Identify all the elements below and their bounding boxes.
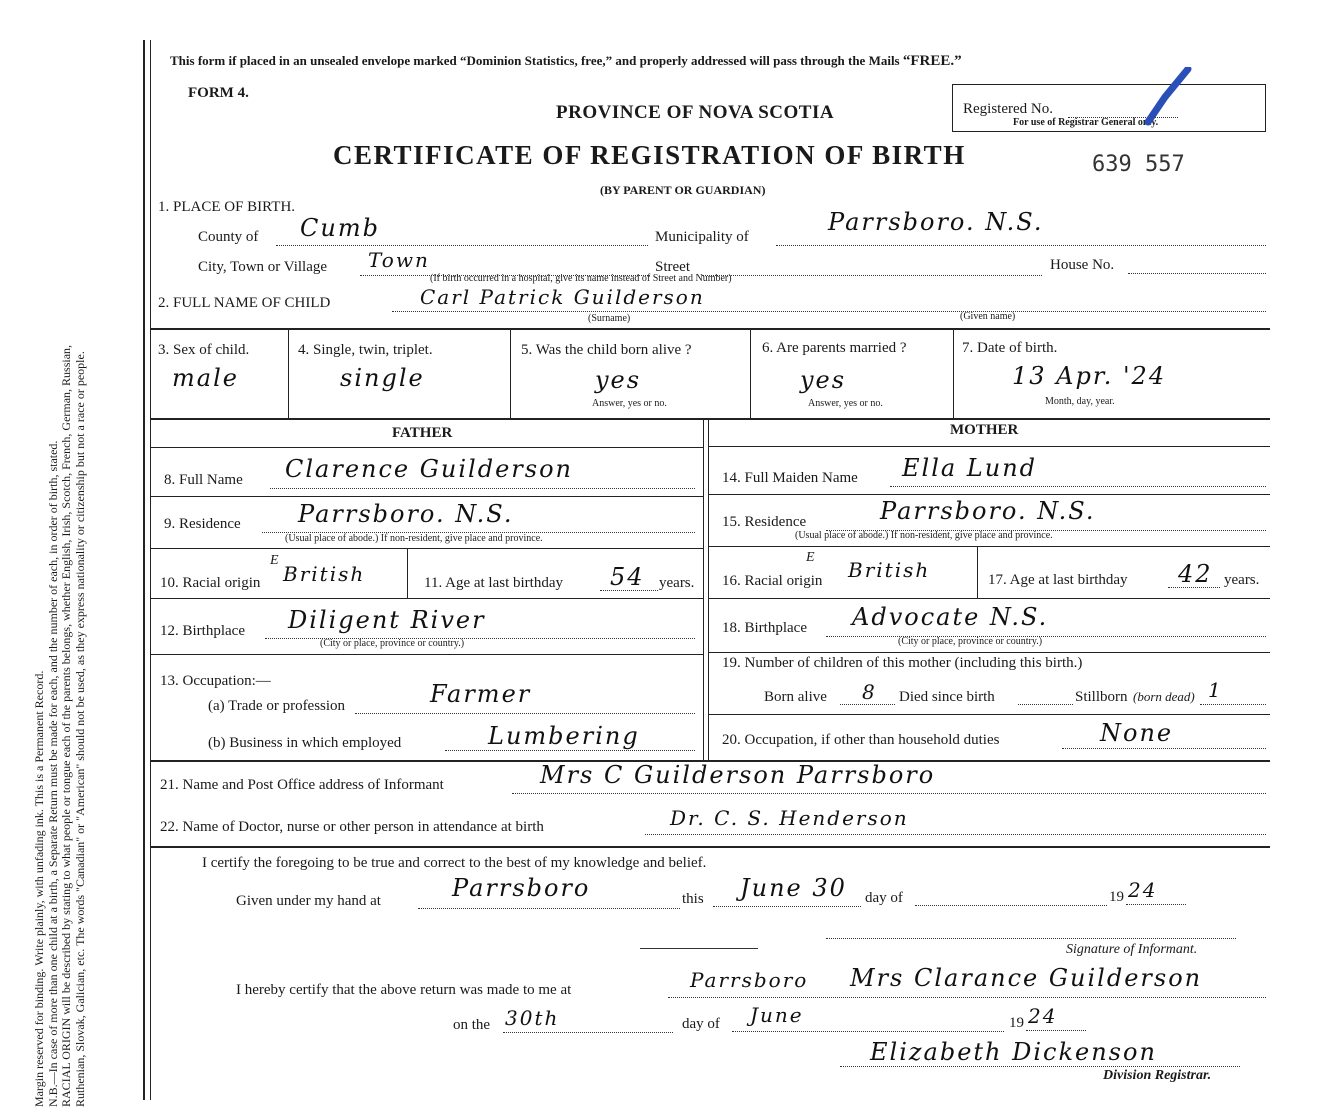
sex-value: male (172, 364, 239, 392)
year-prefix-2: 19 (1009, 1015, 1024, 1031)
plurality-value: single (340, 364, 425, 392)
certify-statement: I certify the foregoing to be true and correct to the best of my knowledge and belief. (202, 855, 707, 871)
mother-name-label: 14. Full Maiden Name (722, 470, 858, 486)
father-birthplace-value: Diligent River (288, 606, 486, 634)
on-day-line (503, 1032, 673, 1033)
county-value: Cumb (300, 214, 380, 242)
rule-after-doctor (150, 846, 1270, 848)
father-racial-mark: E (270, 553, 279, 568)
on-year-line (1026, 1030, 1086, 1031)
father-name-label: 8. Full Name (164, 472, 243, 488)
mother-rule-1 (708, 494, 1270, 495)
mother-rule-4 (708, 652, 1270, 653)
informant-line (512, 793, 1266, 794)
father-heading: FATHER (392, 425, 453, 441)
father-age-label: 11. Age at last birthday (424, 575, 563, 591)
trade-line (355, 713, 695, 714)
stillborn-value: 1 (1208, 678, 1223, 702)
mother-racial-divider (977, 546, 978, 598)
county-label: County of (198, 229, 259, 245)
father-residence-label: 9. Residence (164, 516, 241, 532)
father-rule-1 (150, 496, 703, 497)
father-heading-rule (150, 447, 703, 448)
province-title: PROVINCE OF NOVA SCOTIA (556, 102, 835, 123)
place-of-birth-label: 1. PLACE OF BIRTH. (158, 199, 296, 215)
occupation-label: 13. Occupation:— (160, 673, 271, 689)
month-day-year-caption: Month, day, year. (1045, 396, 1115, 407)
plurality-label: 4. Single, twin, triplet. (298, 342, 433, 358)
mother-rule-5 (708, 714, 1270, 715)
father-usual-place: (Usual place of abode.) If non-resident, give place and province. (285, 533, 543, 544)
registrar-note: For use of Registrar General only. (1013, 117, 1159, 128)
form-number: FORM 4. (188, 85, 249, 101)
born-alive-count-label: Born alive (764, 689, 827, 705)
father-name-line (270, 488, 695, 489)
hereby-line (668, 997, 1266, 998)
street-line (702, 275, 1042, 276)
father-racial-divider (407, 548, 408, 598)
dob-value: 13 Apr. '24 (1012, 362, 1167, 390)
born-alive-count-line (840, 704, 895, 705)
father-rule-2 (150, 548, 703, 549)
mother-occupation-value: None (1100, 719, 1174, 747)
stillborn-line (1200, 704, 1266, 705)
mother-heading-rule (708, 446, 1270, 447)
born-alive-count-value: 8 (862, 680, 877, 704)
municipality-label: Municipality of (655, 229, 749, 245)
informant-sig-caption: Signature of Informant. (1066, 942, 1198, 957)
given-month-line (915, 905, 1107, 906)
center-divider-a (703, 420, 704, 760)
on-year-value: 24 (1028, 1004, 1058, 1028)
house-no-label: House No. (1050, 257, 1115, 273)
divider-5-6 (750, 330, 751, 418)
mail-notice-text: This form if placed in an unsealed envelope marked “Dominion Statistics, free,” and properly addressed will pass through the Mails (170, 53, 903, 68)
given-year-value: 24 (1128, 878, 1158, 902)
registered-box (952, 84, 1266, 132)
margin-line-2: N.B.—In case of more than one child at a birth, a Separate Return must be made for each, and the number of each, in order of birth, stated. (45, 440, 60, 1107)
mother-residence-label: 15. Residence (722, 514, 807, 530)
answer-caption-5: Answer, yes or no. (592, 398, 667, 409)
municipality-line (776, 245, 1266, 246)
this-label: this (682, 891, 704, 907)
informant-label: 21. Name and Post Office address of Informant (160, 777, 444, 793)
children-label: 19. Number of children of this mother (including this birth.) (722, 655, 1083, 671)
business-line (445, 750, 695, 751)
father-name-value: Clarence Guilderson (285, 455, 573, 483)
father-rule-4 (150, 654, 703, 655)
doctor-value: Dr. C. S. Henderson (670, 806, 909, 830)
full-name-label: 2. FULL NAME OF CHILD (158, 295, 331, 311)
given-year-line (1126, 904, 1186, 905)
father-birthplace-label: 12. Birthplace (160, 623, 245, 639)
rule-after-name (150, 328, 1270, 330)
registrar-signature: Elizabeth Dickenson (870, 1038, 1157, 1066)
given-day-value: June 30 (740, 874, 847, 902)
mother-racial-value: British (848, 558, 931, 582)
rule-after-row3 (150, 418, 1270, 420)
day-of-label: day of (865, 890, 903, 906)
city-label: City, Town or Village (198, 259, 328, 275)
died-line (1018, 704, 1073, 705)
mother-residence-value: Parrsboro. N.S. (880, 497, 1096, 525)
center-divider-b (708, 420, 709, 760)
street-label: Street (655, 259, 690, 275)
father-age-value: 54 (610, 563, 645, 591)
mother-occupation-label: 20. Occupation, if other than household duties (722, 732, 1000, 748)
mother-birthplace-label: 18. Birthplace (722, 620, 807, 636)
divider-6-7 (953, 330, 954, 418)
full-name-line (392, 311, 1266, 312)
mother-occupation-line (1062, 748, 1266, 749)
child-name-value: Carl Patrick Guilderson (420, 285, 705, 309)
mother-racial-label: 16. Racial origin (722, 573, 823, 589)
year-prefix-1: 19 (1109, 889, 1124, 905)
blue-check-mark (1143, 67, 1193, 127)
divider-4-5 (510, 330, 511, 418)
mother-years: years. (1224, 572, 1260, 588)
certificate-title: CERTIFICATE OF REGISTRATION OF BIRTH (333, 140, 966, 170)
on-the-label: on the (453, 1017, 491, 1033)
left-border-inner (150, 40, 151, 1100)
county-line (276, 245, 648, 246)
father-city-caption: (City or place, province or country.) (320, 638, 465, 649)
mother-age-label: 17. Age at last birthday (988, 572, 1128, 588)
business-value: Lumbering (488, 722, 640, 750)
mother-heading: MOTHER (950, 422, 1019, 438)
given-at-line (418, 908, 680, 909)
mother-name-value: Ella Lund (902, 454, 1038, 482)
sex-label: 3. Sex of child. (158, 342, 250, 358)
born-alive-value: yes (595, 366, 642, 394)
given-at-value: Parrsboro (452, 874, 591, 902)
mother-birthplace-value: Advocate N.S. (852, 603, 1049, 631)
married-label: 6. Are parents married ? (762, 340, 907, 356)
father-racial-label: 10. Racial origin (160, 575, 261, 591)
given-hand-label: Given under my hand at (236, 893, 381, 909)
surname-caption: (Surname) (588, 313, 631, 324)
mail-notice-free: “FREE.” (902, 53, 962, 69)
on-month-value: June (750, 1003, 804, 1027)
trade-value: Farmer (430, 680, 532, 708)
mail-notice (170, 53, 962, 70)
father-residence-value: Parrsboro. N.S. (298, 500, 514, 528)
father-years: years. (659, 575, 695, 591)
day-of-label-2: day of (682, 1016, 720, 1032)
municipality-value: Parrsboro. N.S. (828, 208, 1044, 236)
margin-instructions (33, 27, 87, 1107)
short-sig-line (640, 948, 758, 949)
house-no-line (1128, 273, 1266, 274)
informant-value: Mrs C Guilderson Parrsboro (540, 761, 936, 789)
informant-sig-line (826, 938, 1236, 939)
dob-label: 7. Date of birth. (962, 340, 1058, 356)
mother-racial-mark: E (806, 550, 815, 565)
mother-usual-place: (Usual place of abode.) If non-resident, give place and province. (795, 530, 1053, 541)
doctor-label: 22. Name of Doctor, nurse or other person in attendance at birth (160, 819, 544, 835)
margin-line-3: RACIAL ORIGIN will be described by stating to what people or tongue each of the parents belongs, whether English, Irish, Scotch, French, German, Russian, (59, 344, 73, 1107)
registered-label: Registered No. (963, 101, 1053, 117)
given-day-line (713, 906, 861, 907)
born-dead-caption: (born dead) (1133, 689, 1195, 704)
born-alive-label: 5. Was the child born alive ? (521, 342, 692, 358)
town-value: Town (368, 248, 430, 272)
on-day-value: 30th (505, 1006, 560, 1030)
stamp-number: 639 557 (1092, 152, 1185, 177)
registrar-sig-line (840, 1066, 1240, 1067)
business-label: (b) Business in which employed (208, 735, 402, 751)
on-month-line (732, 1031, 1004, 1032)
hospital-note: (If birth occurred in a hospital, give its name instead of Street and Number) (430, 273, 732, 284)
mother-rule-2 (708, 546, 1270, 547)
mother-rule-3 (708, 598, 1270, 599)
trade-label: (a) Trade or profession (208, 698, 346, 714)
given-name-caption: (Given name) (960, 311, 1016, 322)
married-value: yes (800, 366, 847, 394)
returned-at-value: Parrsboro (690, 968, 809, 992)
mother-city-caption: (City or place, province or country.) (898, 636, 1043, 647)
divider-3-4 (288, 330, 289, 418)
mother-age-value: 42 (1178, 560, 1213, 588)
father-racial-value: British (283, 562, 366, 586)
informant-signature: Mrs Clarance Guilderson (850, 964, 1203, 992)
left-border (143, 40, 145, 1100)
answer-caption-6: Answer, yes or no. (808, 398, 883, 409)
mother-birthplace-line (826, 636, 1266, 637)
mother-name-line (890, 486, 1266, 487)
margin-line-4: Ruthenian, Slovak, Galician, etc. The words "Canadian" or "American" should not be used, as they express nationality or citizenship but not a race or people. (72, 351, 87, 1107)
margin-line-1: Margin reserved for binding. Write plainly, with unfading ink. This is a Permanent Record. (32, 670, 46, 1107)
died-label: Died since birth (899, 689, 995, 705)
division-registrar-caption: Division Registrar. (1103, 1068, 1212, 1083)
stillborn-label: Stillborn (1075, 689, 1128, 705)
doctor-line (645, 834, 1266, 835)
father-rule-3 (150, 598, 703, 599)
certificate-subtitle: (BY PARENT OR GUARDIAN) (600, 183, 766, 197)
hereby-label: I hereby certify that the above return was made to me at (236, 982, 572, 998)
